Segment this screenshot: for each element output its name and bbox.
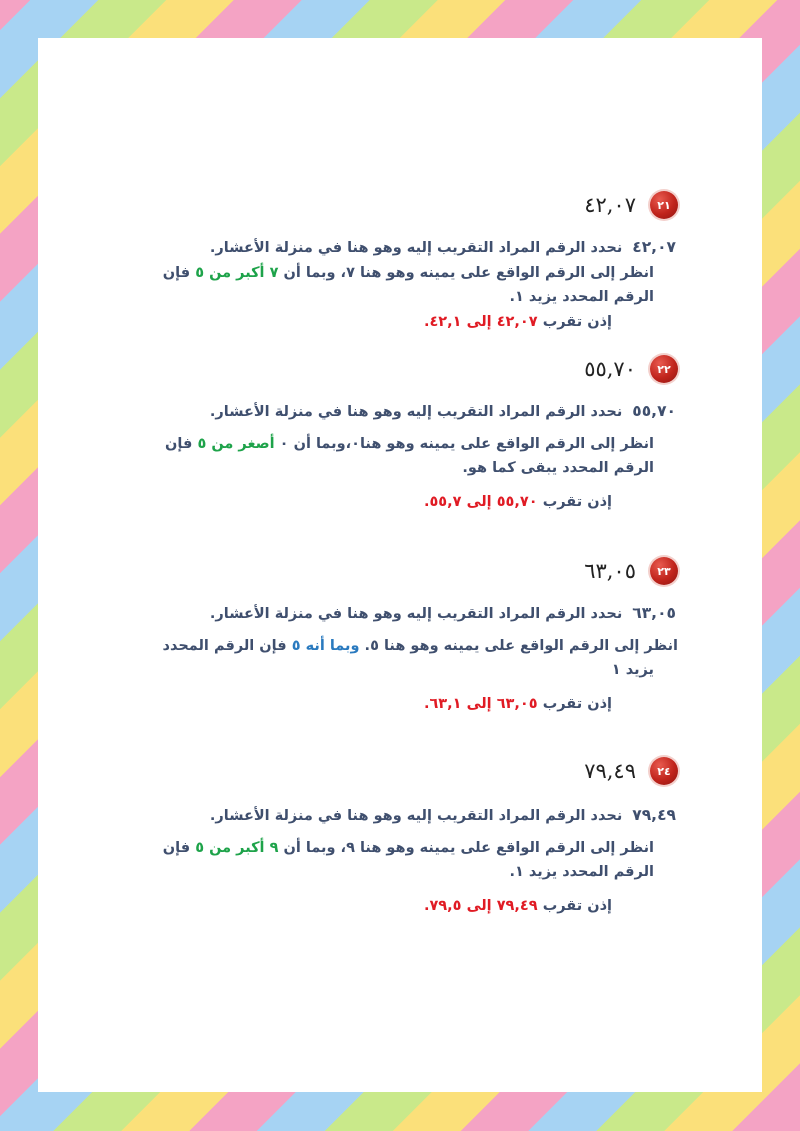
worksheet-page [38,38,762,1092]
comparison-highlight: أصغر من ٥ [197,436,275,452]
step-identify [210,402,676,420]
step-result-rule: الرقم المحدد يزيد ١. [509,864,654,880]
comparison-highlight: وبما أنه ٥ [291,638,360,654]
step-value: ٤٢,٠٧ [632,238,676,256]
step-text: نحدد الرقم المراد التقريب إليه وهو هنا في منزلة الأعشار. [209,606,623,622]
step-result-rule: الرقم المحدد يبقى كما هو. [462,460,654,476]
comparison-highlight: ٩ أكبر من ٥ [195,840,279,856]
step-text: فإن [165,436,193,452]
conclusion-label: إذن تقرب [542,494,612,510]
step-look-right [163,840,654,856]
step-text: نحدد الرقم المراد التقريب إليه وهو هنا في منزلة الأعشار. [209,404,623,420]
exercise-number-badge: ٢٤ [650,757,678,785]
step-conclusion [424,696,612,712]
exercise-header [584,352,678,386]
exercise-header [584,754,678,788]
exercise-value: ٥٥,٧٠ [584,357,636,381]
step-result-rule: يزيد ١ [611,662,654,678]
conclusion-answer: ٦٣,٠٥ إلى ٦٣,١. [423,696,538,712]
step-result-rule: الرقم المحدد يزيد ١. [509,289,654,305]
exercise-value: ٤٢,٠٧ [584,193,636,217]
step-conclusion [424,314,612,330]
exercise-header [584,554,678,588]
conclusion-label: إذن تقرب [542,696,612,712]
step-value: ٧٩,٤٩ [632,806,676,824]
step-identify [210,604,676,622]
exercise-header [584,188,678,222]
step-identify [210,238,676,256]
step-value: ٥٥,٧٠ [632,402,676,420]
step-text: انظر إلى الرقم الواقع على يمينه وهو هنا ٧، وبما أن [283,265,654,281]
conclusion-answer: ٧٩,٤٩ إلى ٧٩,٥. [423,898,538,914]
step-look-right [163,265,654,281]
exercise-value: ٧٩,٤٩ [584,759,636,783]
comparison-highlight: ٧ أكبر من ٥ [195,265,279,281]
exercise-number-badge: ٢١ [650,191,678,219]
conclusion-label: إذن تقرب [542,898,612,914]
step-identify [210,806,676,824]
step-look-right [163,638,679,654]
exercise-number-badge: ٢٣ [650,557,678,585]
conclusion-label: إذن تقرب [542,314,612,330]
step-text: فإن [162,840,191,856]
step-look-right [165,436,654,452]
step-text: نحدد الرقم المراد التقريب إليه وهو هنا في منزلة الأعشار. [209,808,623,824]
step-conclusion [424,494,612,510]
step-text: انظر إلى الرقم الواقع على يمينه وهو هنا٠،وبما أن ٠ [279,436,654,452]
step-value: ٦٣,٠٥ [632,604,676,622]
conclusion-answer: ٥٥,٧٠ إلى ٥٥,٧. [423,494,538,510]
conclusion-answer: ٤٢,٠٧ إلى ٤٢,١. [423,314,538,330]
exercise-value: ٦٣,٠٥ [584,559,636,583]
step-text: انظر إلى الرقم الواقع على يمينه وهو هنا ٩، وبما أن [283,840,654,856]
step-conclusion [424,898,612,914]
exercise-number-badge: ٢٢ [650,355,678,383]
step-text: نحدد الرقم المراد التقريب إليه وهو هنا في منزلة الأعشار. [209,240,623,256]
step-text: فإن [162,265,191,281]
step-text: فإن الرقم المحدد [162,638,287,654]
step-text: انظر إلى الرقم الواقع على يمينه وهو هنا ٥. [364,638,678,654]
